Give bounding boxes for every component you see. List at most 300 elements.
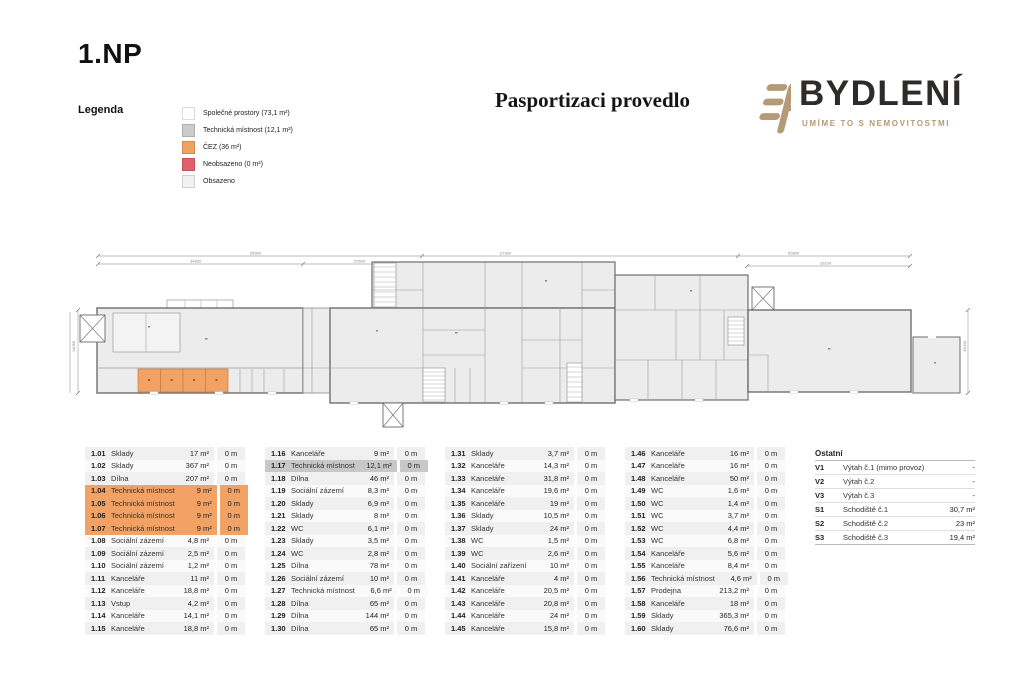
room-name: Dílna <box>291 473 309 483</box>
room-name: Kanceláře <box>651 473 685 483</box>
table-row <box>625 522 785 535</box>
room-name: Kanceláře <box>111 611 145 621</box>
room-id: 1.38 <box>451 536 466 546</box>
room-area: 11 m² <box>190 573 209 583</box>
table-row <box>265 622 425 635</box>
room-id: 1.41 <box>451 573 466 583</box>
other-spaces-title: Ostatní <box>815 447 975 461</box>
room-id: 1.58 <box>631 598 646 608</box>
room-name: Kanceláře <box>651 561 685 571</box>
room-length: 0 m <box>764 498 778 508</box>
room-id: 1.20 <box>271 498 286 508</box>
brand-tagline: UMÍME TO S NEMOVITOSTMI <box>802 119 951 128</box>
room-name: Sklady <box>291 536 314 546</box>
room-id: 1.29 <box>271 611 286 621</box>
room-length: 0 m <box>764 598 778 608</box>
room-id: 1.24 <box>271 548 286 558</box>
room-id: 1.16 <box>271 448 286 458</box>
room-length: 0 m <box>584 598 598 608</box>
room-length: 0 m <box>404 448 418 458</box>
other-spaces-rows <box>815 461 975 545</box>
room-name: WC <box>651 536 664 546</box>
legend-item <box>182 124 293 137</box>
room-length: 0 m <box>764 548 778 558</box>
room-id: 1.47 <box>631 461 646 471</box>
room-name: Sociální zázemí <box>111 536 164 546</box>
room-id: 1.50 <box>631 498 646 508</box>
room-id: 1.35 <box>451 498 466 508</box>
room-area: 76,6 m² <box>723 623 749 633</box>
room-name: Technická místnost <box>651 573 715 583</box>
room-area: 8 m² <box>374 511 389 521</box>
room-id: 1.60 <box>631 623 646 633</box>
space-id: V3 <box>815 491 825 500</box>
table-row <box>445 485 605 498</box>
table-row <box>445 510 605 523</box>
legend-swatch <box>182 107 195 120</box>
space-id: S2 <box>815 519 825 528</box>
space-name: Výtah č.1 (mimo provoz) <box>843 463 925 472</box>
room-length: 0 m <box>584 498 598 508</box>
brand-name: BYDLENÍ <box>799 74 964 113</box>
room-name: Technická místnost <box>291 586 355 596</box>
table-row <box>445 572 605 585</box>
room-name: Technická místnost <box>111 486 175 496</box>
room-area: 1,4 m² <box>727 498 749 508</box>
room-id: 1.07 <box>91 523 106 533</box>
table-row <box>445 460 605 473</box>
table-row <box>265 597 425 610</box>
room-length: 0 m <box>404 498 418 508</box>
room-name: Sklady <box>291 498 314 508</box>
room-length: 0 m <box>224 573 238 583</box>
room-area: 18,8 m² <box>183 623 209 633</box>
room-name: WC <box>291 523 304 533</box>
room-id: 1.12 <box>91 586 106 596</box>
room-table-2 <box>265 447 425 635</box>
table-row <box>815 517 975 531</box>
room-area: 12,1 m² <box>366 461 392 471</box>
table-row <box>85 485 245 498</box>
table-row <box>445 447 605 460</box>
table-row <box>85 472 245 485</box>
space-id: S1 <box>815 505 825 514</box>
room-length: 0 m <box>584 486 598 496</box>
room-id: 1.37 <box>451 523 466 533</box>
room-length: 0 m <box>584 448 598 458</box>
room-name: Kanceláře <box>651 598 685 608</box>
space-name: Výtah č.2 <box>843 477 875 486</box>
room-id: 1.44 <box>451 611 466 621</box>
legend-item <box>182 107 293 120</box>
room-id: 1.30 <box>271 623 286 633</box>
table-row <box>265 460 425 473</box>
room-id: 1.33 <box>451 473 466 483</box>
table-row <box>445 472 605 485</box>
room-id: 1.54 <box>631 548 646 558</box>
room-id: 1.15 <box>91 623 106 633</box>
dim-label: 50800 <box>788 250 800 256</box>
room-length: 0 m <box>764 486 778 496</box>
table-row <box>85 622 245 635</box>
legend-title: Legenda <box>78 104 124 116</box>
room-area: 9 m² <box>196 486 212 496</box>
room-area: 18 m² <box>729 598 749 608</box>
room-area: 6,9 m² <box>367 498 389 508</box>
table-row <box>265 610 425 623</box>
room-length: 0 m <box>584 548 598 558</box>
room-length: 0 m <box>224 598 238 608</box>
room-length: 0 m <box>227 486 241 496</box>
table-row <box>445 560 605 573</box>
room-id: 1.34 <box>451 486 466 496</box>
room-id: 1.48 <box>631 473 646 483</box>
stairs-icon <box>567 363 582 402</box>
table-row <box>85 510 245 523</box>
caption-text: Pasportizaci provedlo <box>494 88 690 112</box>
room-area: 367 m² <box>185 461 209 471</box>
space-value: - <box>972 477 975 486</box>
room-name: Kanceláře <box>651 448 685 458</box>
room-id: 1.36 <box>451 511 466 521</box>
table-row <box>265 572 425 585</box>
space-name: Schodiště č.2 <box>843 519 889 528</box>
table-row <box>815 475 975 489</box>
stairs-icon <box>374 263 396 307</box>
space-name: Schodiště č.3 <box>843 533 889 542</box>
table-row <box>265 547 425 560</box>
table-row <box>625 572 785 585</box>
room-area: 17 m² <box>189 448 209 458</box>
room-length: 0 m <box>584 523 598 533</box>
room-name: Kanceláře <box>471 573 505 583</box>
table-row <box>265 447 425 460</box>
room-id: 1.14 <box>91 611 106 621</box>
room-area: 20,8 m² <box>543 598 569 608</box>
room-length: 0 m <box>584 573 598 583</box>
room-id: 1.05 <box>91 498 106 508</box>
table-row <box>85 585 245 598</box>
room-length: 0 m <box>584 536 598 546</box>
room-id: 1.53 <box>631 536 646 546</box>
room-name: Technická místnost <box>111 498 175 508</box>
table-row <box>625 597 785 610</box>
room-id: 1.06 <box>91 511 106 521</box>
room-length: 0 m <box>404 573 418 583</box>
room-id: 1.27 <box>271 586 286 596</box>
room-area: 6,8 m² <box>727 536 749 546</box>
room-table-3 <box>445 447 605 635</box>
joint-section <box>303 308 330 393</box>
dim-label: 27900 <box>500 250 512 256</box>
room-name: Sociální zázemí <box>291 486 344 496</box>
room-id: 1.08 <box>91 536 106 546</box>
table-row <box>445 547 605 560</box>
room-length: 0 m <box>224 611 238 621</box>
dim-label: 20500 <box>354 258 366 264</box>
room-id: 1.19 <box>271 486 286 496</box>
room-name: Sociální zařízení <box>471 561 527 571</box>
legend-item <box>182 175 293 188</box>
room-id: 1.09 <box>91 548 106 558</box>
room-length: 0 m <box>767 573 781 583</box>
room-area: 1,5 m² <box>547 536 569 546</box>
room-length: 0 m <box>764 586 778 596</box>
room-area: 50 m² <box>729 473 749 483</box>
room-name: Dílna <box>291 598 309 608</box>
room-area: 10,5 m² <box>543 511 569 521</box>
table-row <box>85 560 245 573</box>
room-area: 4,6 m² <box>730 573 752 583</box>
room-length: 0 m <box>404 548 418 558</box>
room-id: 1.01 <box>91 448 106 458</box>
table-row <box>445 610 605 623</box>
table-row <box>85 610 245 623</box>
room-id: 1.02 <box>91 461 106 471</box>
dim-label: 34800 <box>190 258 202 264</box>
room-length: 0 m <box>584 623 598 633</box>
room-id: 1.32 <box>451 461 466 471</box>
room-name: Kanceláře <box>471 486 505 496</box>
room-name: Sklady <box>111 461 134 471</box>
room-id: 1.18 <box>271 473 286 483</box>
table-row <box>265 485 425 498</box>
table-row <box>625 510 785 523</box>
dim-label: 15000 <box>962 340 967 352</box>
room-area: 9 m² <box>196 498 212 508</box>
room-name: WC <box>291 548 304 558</box>
dim-label: 14050 <box>71 340 76 352</box>
room-area: 213,2 m² <box>719 586 749 596</box>
room-area: 4,4 m² <box>727 523 749 533</box>
room-name: Kanceláře <box>471 461 505 471</box>
room-length: 0 m <box>224 586 238 596</box>
room-table-4 <box>625 447 785 635</box>
room-area: 46 m² <box>369 473 389 483</box>
room-length: 0 m <box>404 598 418 608</box>
table-row <box>85 522 245 535</box>
page-title: 1.NP <box>78 38 143 69</box>
room-area: 14,3 m² <box>543 461 569 471</box>
room-id: 1.25 <box>271 561 286 571</box>
table-row <box>625 460 785 473</box>
room-length: 0 m <box>584 611 598 621</box>
room-id: 1.45 <box>451 623 466 633</box>
room-area: 2,8 m² <box>367 548 389 558</box>
room-name: Sklady <box>471 511 494 521</box>
legend-swatch <box>182 124 195 137</box>
room-name: Sociální zázemí <box>111 561 164 571</box>
room-id: 1.17 <box>271 461 286 471</box>
room-length: 0 m <box>764 623 778 633</box>
table-row <box>815 503 975 517</box>
room-name: WC <box>651 498 664 508</box>
room-length: 0 m <box>224 561 238 571</box>
table-row <box>625 585 785 598</box>
room-length: 0 m <box>584 586 598 596</box>
table-row <box>265 497 425 510</box>
room-length: 0 m <box>404 536 418 546</box>
room-name: Kanceláře <box>651 461 685 471</box>
room-area: 9 m² <box>196 511 212 521</box>
room-area: 3,5 m² <box>367 536 389 546</box>
room-area: 24 m² <box>549 611 569 621</box>
room-id: 1.42 <box>451 586 466 596</box>
table-row <box>85 547 245 560</box>
room-length: 0 m <box>404 473 418 483</box>
room-length: 0 m <box>764 561 778 571</box>
table-row <box>85 497 245 510</box>
room-length: 0 m <box>407 461 421 471</box>
table-row <box>445 497 605 510</box>
table-row <box>265 522 425 535</box>
room-length: 0 m <box>764 511 778 521</box>
table-row <box>625 447 785 460</box>
room-length: 0 m <box>224 448 238 458</box>
room-id: 1.22 <box>271 523 286 533</box>
table-row <box>85 447 245 460</box>
room-name: Kanceláře <box>471 586 505 596</box>
room-id: 1.39 <box>451 548 466 558</box>
room-name: Kanceláře <box>651 548 685 558</box>
room-length: 0 m <box>404 623 418 633</box>
room-area: 31,8 m² <box>543 473 569 483</box>
room-name: WC <box>651 511 664 521</box>
room-length: 0 m <box>584 511 598 521</box>
space-name: Výtah č.3 <box>843 491 875 500</box>
room-length: 0 m <box>764 473 778 483</box>
room-id: 1.26 <box>271 573 286 583</box>
room-name: Technická místnost <box>291 461 355 471</box>
table-row <box>625 472 785 485</box>
room-length: 0 m <box>407 586 421 596</box>
room-name: Kanceláře <box>471 623 505 633</box>
room-area: 16 m² <box>729 461 749 471</box>
room-id: 1.21 <box>271 511 286 521</box>
room-area: 3,7 m² <box>547 448 569 458</box>
legend-label: Neobsazeno (0 m²) <box>203 161 263 168</box>
space-value: - <box>972 491 975 500</box>
right-middle-wing <box>615 275 748 401</box>
room-id: 1.55 <box>631 561 646 571</box>
room-table-1 <box>85 447 245 635</box>
room-length: 0 m <box>224 473 238 483</box>
room-name: WC <box>471 536 484 546</box>
room-name: Kanceláře <box>471 598 505 608</box>
room-area: 65 m² <box>369 623 389 633</box>
table-row <box>625 485 785 498</box>
table-row <box>625 622 785 635</box>
room-id: 1.56 <box>631 573 646 583</box>
room-name: Dílna <box>291 611 309 621</box>
room-area: 78 m² <box>369 561 389 571</box>
space-value: 23 m² <box>955 519 975 528</box>
room-name: Sklady <box>471 523 494 533</box>
room-id: 1.28 <box>271 598 286 608</box>
table-row <box>815 531 975 545</box>
table-row <box>265 510 425 523</box>
room-area: 8,4 m² <box>727 561 749 571</box>
room-name: Technická místnost <box>111 523 175 533</box>
room-area: 9 m² <box>196 523 212 533</box>
room-id: 1.03 <box>91 473 106 483</box>
room-area: 1,6 m² <box>727 486 749 496</box>
dim-label: 55900 <box>250 250 262 256</box>
space-value: - <box>972 463 975 472</box>
room-length: 0 m <box>764 461 778 471</box>
room-name: Dílna <box>291 561 309 571</box>
room-area: 4 m² <box>554 573 569 583</box>
room-name: Sklady <box>651 623 674 633</box>
room-area: 18,8 m² <box>183 586 209 596</box>
room-id: 1.59 <box>631 611 646 621</box>
legend <box>182 107 293 192</box>
room-length: 0 m <box>404 486 418 496</box>
room-length: 0 m <box>764 536 778 546</box>
table-row <box>85 460 245 473</box>
table-row <box>625 547 785 560</box>
stairs-icon <box>423 368 445 402</box>
other-spaces-table <box>815 447 975 545</box>
table-row <box>445 522 605 535</box>
table-row <box>265 535 425 548</box>
room-name: Sociální zázemí <box>111 548 164 558</box>
room-area: 20,5 m² <box>543 586 569 596</box>
room-name: Kanceláře <box>111 586 145 596</box>
room-area: 1,2 m² <box>187 561 209 571</box>
room-length: 0 m <box>227 511 241 521</box>
room-area: 65 m² <box>369 598 389 608</box>
room-name: Sklady <box>291 511 314 521</box>
room-id: 1.13 <box>91 598 106 608</box>
room-length: 0 m <box>584 473 598 483</box>
room-name: WC <box>651 486 664 496</box>
table-row <box>85 572 245 585</box>
room-length: 0 m <box>404 511 418 521</box>
room-name: Sociální zázemí <box>291 573 344 583</box>
room-length: 0 m <box>224 548 238 558</box>
space-id: V1 <box>815 463 825 472</box>
legend-label: Technická místnost (12,1 m²) <box>203 127 293 134</box>
room-area: 2,5 m² <box>187 548 209 558</box>
left-wing <box>80 300 303 394</box>
floor-plan <box>0 240 1024 440</box>
room-length: 0 m <box>584 461 598 471</box>
legend-item <box>182 158 293 171</box>
space-value: 19,4 m² <box>949 533 975 542</box>
room-name: WC <box>651 523 664 533</box>
room-name: Kanceláře <box>111 573 145 583</box>
table-row <box>445 535 605 548</box>
room-name: Dílna <box>111 473 129 483</box>
room-area: 14,1 m² <box>183 611 209 621</box>
table-row <box>625 610 785 623</box>
table-row <box>265 585 425 598</box>
table-row <box>815 461 975 475</box>
room-name: Dílna <box>291 623 309 633</box>
table-row <box>815 489 975 503</box>
room-id: 1.49 <box>631 486 646 496</box>
room-id: 1.10 <box>91 561 106 571</box>
table-row <box>625 497 785 510</box>
room-name: Technická místnost <box>111 511 175 521</box>
center-wing <box>330 262 615 427</box>
room-area: 8,3 m² <box>367 486 389 496</box>
dim-label: 28100 <box>820 260 832 266</box>
room-name: Kanceláře <box>471 498 505 508</box>
room-id: 1.23 <box>271 536 286 546</box>
room-area: 15,8 m² <box>543 623 569 633</box>
